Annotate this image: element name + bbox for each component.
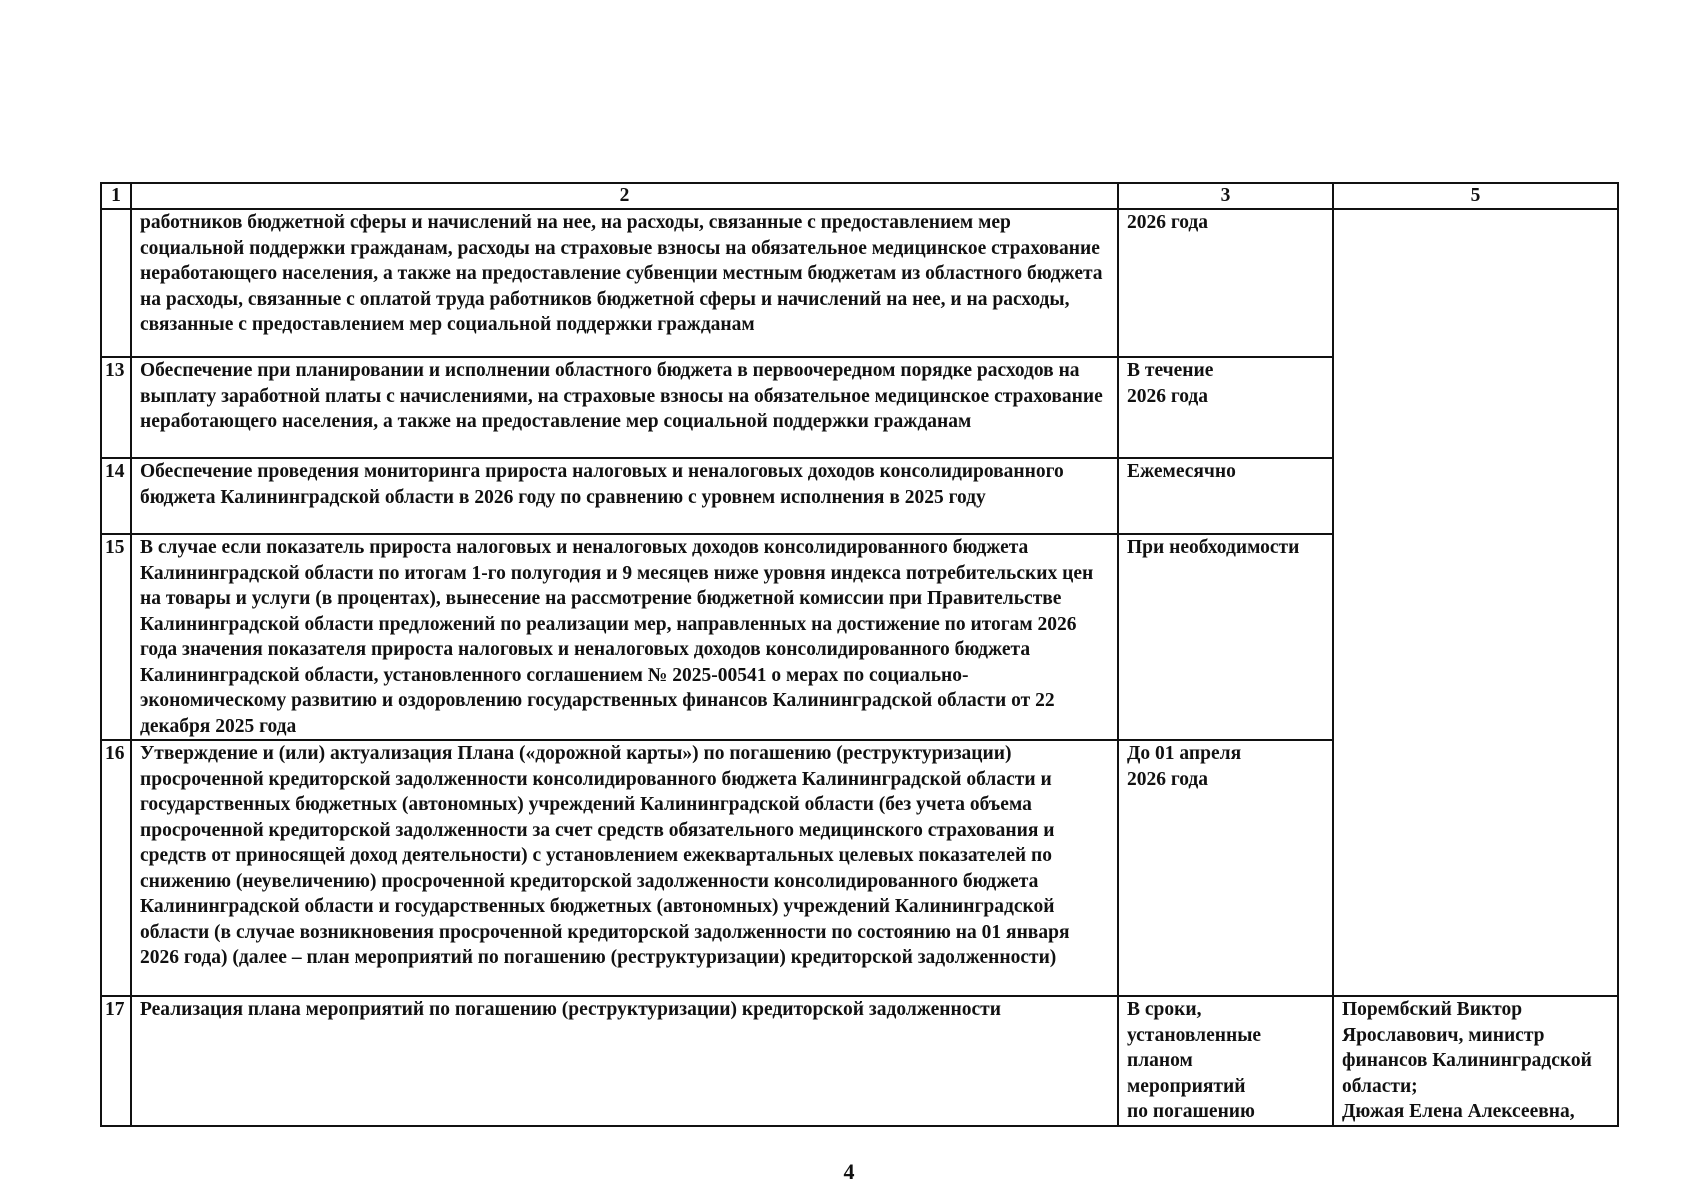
measures-table <box>100 182 1619 1127</box>
header-col-5: 5 <box>1333 183 1618 209</box>
header-col-3: 3 <box>1118 183 1333 209</box>
header-col-1: 1 <box>101 183 131 209</box>
measure-text: Обеспечение проведения мониторинга прироста налоговых и неналоговых доходов консолидированного бюджета Калининградской области в 2026 году по сравнению с уровнем исполнения в 2025 году <box>131 458 1118 534</box>
row-number: 14 <box>101 458 131 534</box>
measure-text: Обеспечение при планировании и исполнении областного бюджета в первоочередном порядке расходов на выплату заработной платы с начислениями, на страховые взносы на обязательное медицинское страхование неработающего населения, а также на предоставление мер социальной поддержки гражданам <box>131 357 1118 458</box>
table-row <box>101 996 1618 1126</box>
measure-term: Ежемесячно <box>1118 458 1333 534</box>
row-number: 15 <box>101 534 131 740</box>
measure-term: До 01 апреля 2026 года <box>1118 740 1333 996</box>
row-number: 13 <box>101 357 131 458</box>
responsible-person: Порембский Виктор Ярославович, министр финансов Калининградской области; Дюжая Елена Алексеевна, <box>1333 996 1618 1126</box>
table-row <box>101 209 1618 357</box>
row-number <box>101 209 131 357</box>
header-col-2: 2 <box>131 183 1118 209</box>
measure-text: работников бюджетной сферы и начислений на нее, на расходы, связанные с предоставлением мер социальной поддержки гражданам, расходы на страховые взносы на обязательное медицинское страхование неработающего населения, а также на предоставление субвенции местным бюджетам из областного бюджета на расходы, связанные с оплатой труда работников бюджетной сферы и начислений на нее, и на расходы, связанные с предоставлением мер социальной поддержки гражданам <box>131 209 1118 357</box>
measure-term: В течение 2026 года <box>1118 357 1333 458</box>
measure-text: В случае если показатель прироста налоговых и неналоговых доходов консолидированного бюджета Калининградской области по итогам 1-го полугодия и 9 месяцев ниже уровня индекса потребительских цен на товары и услуги (в процентах), вынесение на рассмотрение бюджетной комиссии при Правительстве Калининградской области предложений по реализации мер, направленных на достижение по итогам 2026 года значения показателя прироста налоговых и неналоговых доходов консолидированного бюджета Калининградской области, установленного соглашением № 2025-00541 о мерах по социально-экономическому развитию и оздоровлению государственных финансов Калининградской области от 22 декабря 2025 года <box>131 534 1118 740</box>
measure-text: Реализация плана мероприятий по погашению (реструктуризации) кредиторской задолженности <box>131 996 1118 1126</box>
measure-text: Утверждение и (или) актуализация Плана («дорожной карты») по погашению (реструктуризации) просроченной кредиторской задолженности консолидированного бюджета Калининградской области и государственных бюджетных (автономных) учреждений Калининградской области (без учета объема просроченной кредиторской задолженности за счет средств обязательного медицинского страхования и средств от приносящей доход деятельности) с установлением ежеквартальных целевых показателей по снижению (неувеличению) просроченной кредиторской задолженности консолидированного бюджета Калининградской области и государственных бюджетных (автономных) учреждений Калининградской области (в случае возникновения просроченной кредиторской задолженности по состоянию на 01 января 2026 года) (далее – план мероприятий по погашению (реструктуризации) кредиторской задолженности) <box>131 740 1118 996</box>
responsible-cell <box>1333 209 1618 996</box>
measure-term: При необходимости <box>1118 534 1333 740</box>
measure-term: В сроки, установленные планом мероприятий по погашению <box>1118 996 1333 1126</box>
measure-term: 2026 года <box>1118 209 1333 357</box>
row-number: 16 <box>101 740 131 996</box>
table-header-row <box>101 183 1618 209</box>
row-number: 17 <box>101 996 131 1126</box>
page-number: 4 <box>843 1159 855 1184</box>
